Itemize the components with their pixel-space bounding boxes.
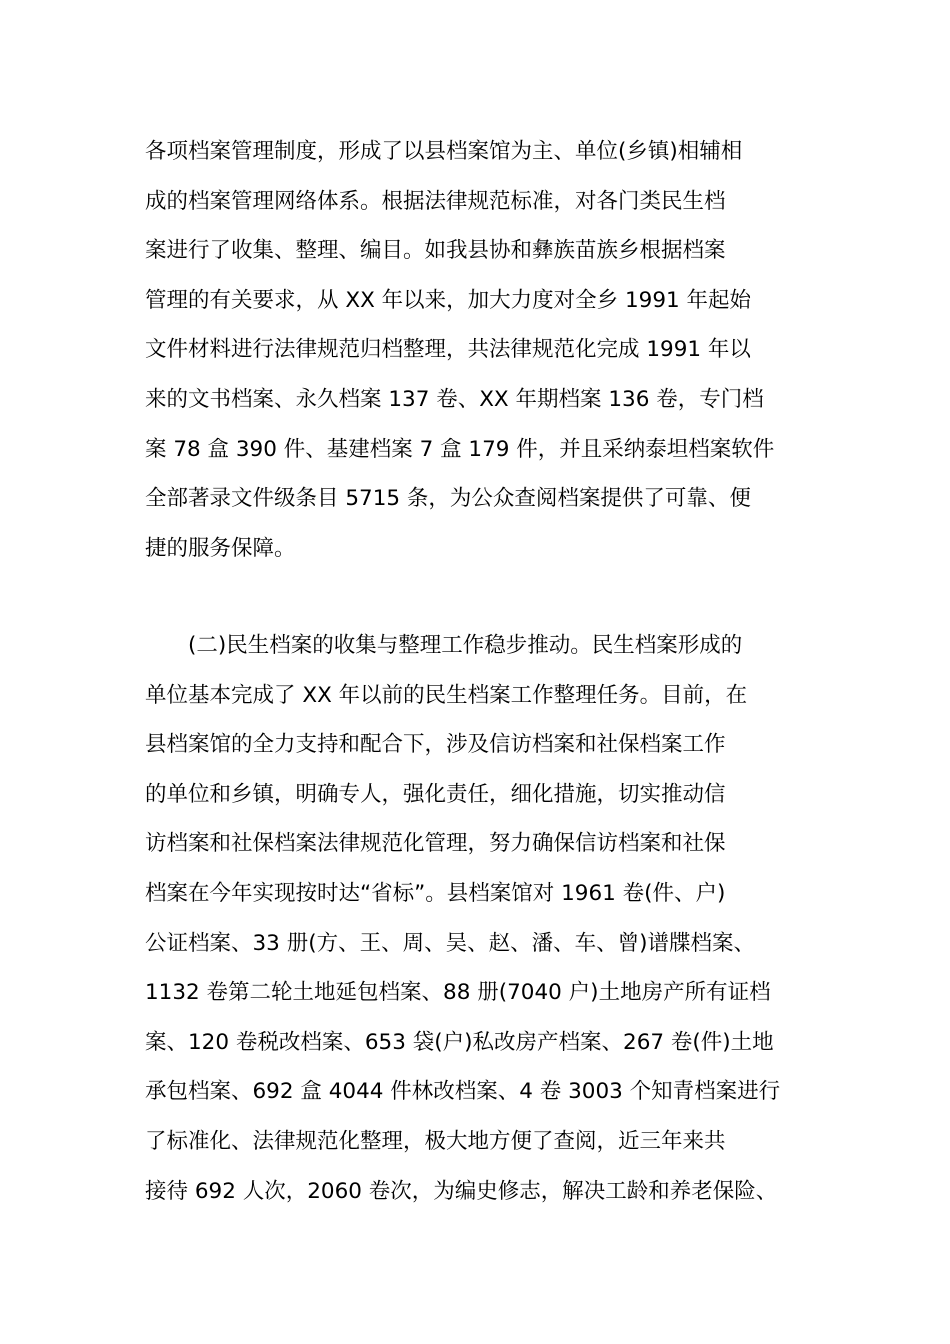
- text-line: 案 78 盒 390 件、基建档案 7 盒 179 件，并且采纳泰坦档案软件: [145, 436, 775, 462]
- text-line: (二)民生档案的收集与整理工作稳步推动。民生档案形成的: [188, 633, 743, 658]
- text-line: 全部著录文件级条目 5715 条，为公众查阅档案提供了可靠、便: [145, 486, 751, 512]
- paragraph-archive-system: [145, 127, 845, 573]
- text-line: 管理的有关要求，从 XX 年以来，加大力度对全乡 1991 年起始: [145, 287, 752, 313]
- text-line: 公证档案、33 册(方、王、周、吴、赵、潘、车、曾)谱牒档案、: [145, 930, 755, 956]
- text-line: 承包档案、692 盒 4044 件林改档案、4 卷 3003 个知青档案进行: [145, 1079, 781, 1105]
- text-line: 的单位和乡镇，明确专人，强化责任，细化措施，切实推动信: [145, 781, 726, 807]
- text-line: 1132 卷第二轮土地延包档案、88 册(7040 户)土地房产所有证档: [145, 980, 771, 1006]
- text-line: 成的档案管理网络体系。根据法律规范标准，对各门类民生档: [145, 188, 726, 214]
- text-line: 各项档案管理制度，形成了以县档案馆为主、单位(乡镇)相辅相: [145, 139, 743, 164]
- text-line: 接待 692 人次，2060 卷次，为编史修志，解决工龄和养老保险、: [145, 1178, 778, 1204]
- text-line: 档案在今年实现按时达“省标”。县档案馆对 1961 卷(件、户): [145, 880, 726, 906]
- text-line: 单位基本完成了 XX 年以前的民生档案工作整理任务。目前，在: [145, 682, 748, 708]
- text-line: 案进行了收集、整理、编目。如我县协和彝族苗族乡根据档案: [145, 238, 726, 264]
- paragraph-livelihood-archives: [145, 621, 845, 1216]
- text-line: 文件材料进行法律规范归档整理，共法律规范化完成 1991 年以: [145, 337, 751, 363]
- text-line: 访档案和社保档案法律规范化管理，努力确保信访档案和社保: [145, 831, 726, 857]
- text-line: 了标准化、法律规范化整理，极大地方便了查阅，近三年来共: [145, 1128, 726, 1154]
- text-line: 案、120 卷税改档案、653 袋(户)私改房产档案、267 卷(件)土地: [145, 1029, 774, 1055]
- text-line: 县档案馆的全力支持和配合下，涉及信访档案和社保档案工作: [145, 732, 726, 758]
- text-line: 来的文书档案、永久档案 137 卷、XX 年期档案 136 卷，专门档: [145, 386, 764, 412]
- text-line: 捷的服务保障。: [145, 535, 296, 561]
